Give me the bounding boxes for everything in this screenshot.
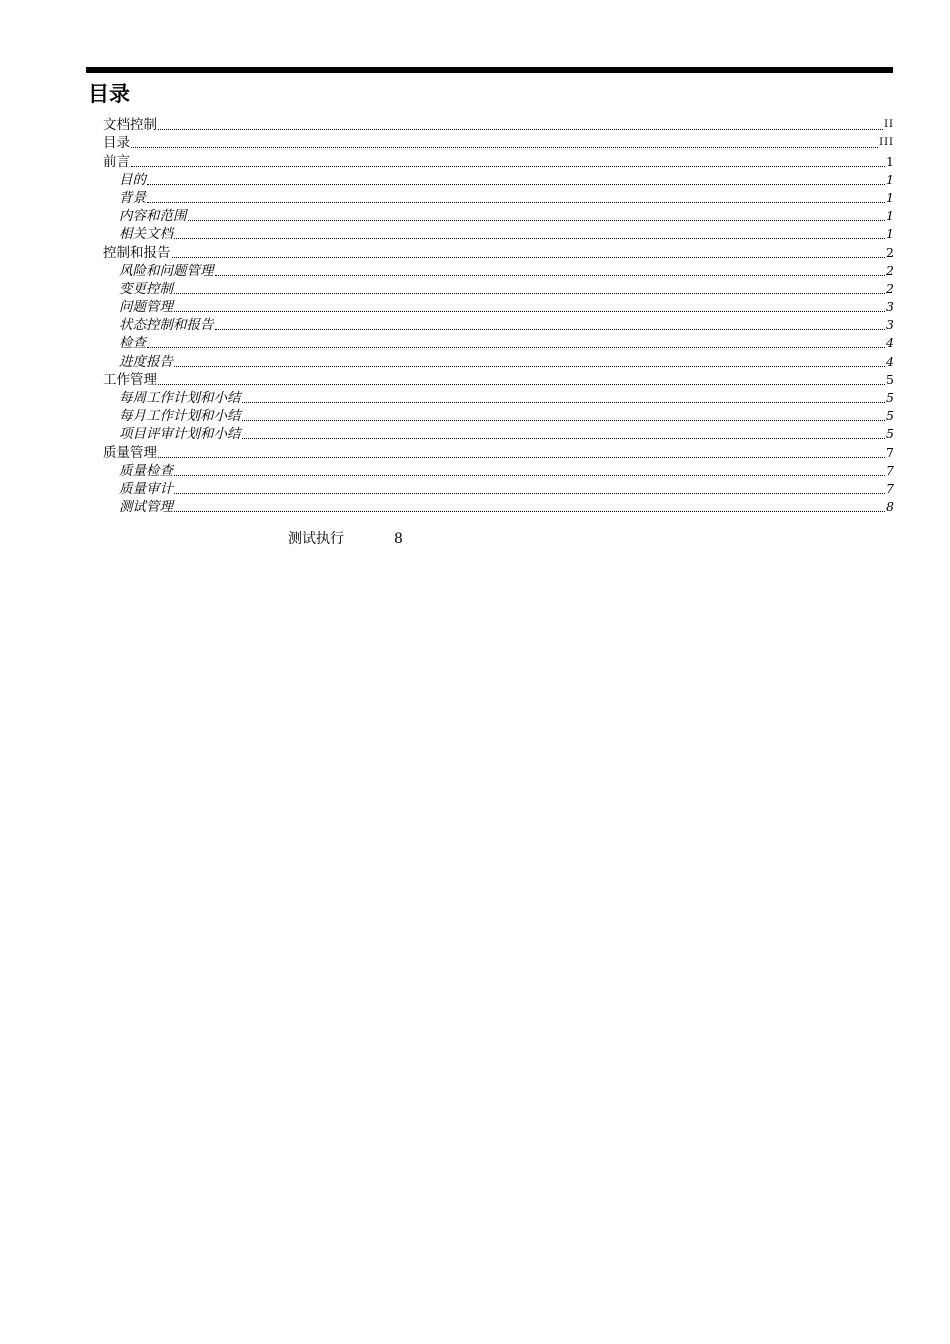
toc-entry-label: 测试管理 xyxy=(119,499,173,516)
toc-entry-label: 工作管理 xyxy=(103,371,157,388)
toc-entry[interactable] xyxy=(103,480,894,498)
dot-leader xyxy=(174,501,885,512)
toc-entry[interactable] xyxy=(103,498,894,516)
dot-leader xyxy=(174,283,885,294)
toc-entry-label: 进度报告 xyxy=(119,353,173,370)
toc-entry-page: 2 xyxy=(886,262,894,278)
dot-leader xyxy=(242,428,886,439)
toc-entry[interactable] xyxy=(103,207,894,225)
toc-entry-page: 2 xyxy=(886,280,894,296)
toc-entry-label: 目的 xyxy=(119,171,146,188)
toc-entry-label: 变更控制 xyxy=(119,280,173,297)
toc-entry-label: 检查 xyxy=(119,335,146,352)
toc-entry-page: II xyxy=(884,119,894,131)
toc-entry-page: 1 xyxy=(886,189,894,205)
toc-entry-label: 控制和报告 xyxy=(103,244,171,261)
toc-entry[interactable] xyxy=(103,262,894,280)
header-rule xyxy=(86,67,893,73)
dot-leader xyxy=(242,410,886,421)
toc-entry-page: III xyxy=(879,137,894,149)
toc-entry-label: 前言 xyxy=(103,153,130,170)
toc-entry-label: 测试执行 xyxy=(288,531,344,547)
toc-entry-page: 5 xyxy=(886,426,894,442)
dot-leader xyxy=(174,483,885,494)
toc-entry[interactable] xyxy=(103,189,894,207)
toc-entry[interactable] xyxy=(103,298,894,316)
toc-entry[interactable] xyxy=(103,134,894,152)
toc-entry[interactable] xyxy=(103,389,894,407)
toc-entry-page: 7 xyxy=(886,462,894,478)
toc-entry-label: 质量检查 xyxy=(119,462,173,479)
toc-entry-page: 7 xyxy=(886,444,894,460)
toc-entry-label: 内容和范围 xyxy=(119,208,187,225)
toc-entry-label: 状态控制和报告 xyxy=(119,317,214,334)
toc-entry-page: 1 xyxy=(886,208,894,224)
dot-leader xyxy=(174,228,885,239)
toc-entry[interactable] xyxy=(103,243,894,261)
toc-entry-label: 每周工作计划和小结 xyxy=(119,390,241,406)
toc-entry-page: 5 xyxy=(886,408,894,424)
toc-entry-page: 2 xyxy=(886,244,894,260)
toc-entry-label: 项目评审计划和小结 xyxy=(119,426,241,443)
dot-leader xyxy=(131,137,878,148)
toc-entry-label: 相关文档 xyxy=(119,226,173,243)
dot-leader xyxy=(242,392,886,403)
dot-leader xyxy=(172,247,886,258)
toc-entry[interactable] xyxy=(103,116,894,134)
toc-entry-page: 5 xyxy=(886,371,894,387)
toc-entry-label: 背景 xyxy=(119,189,146,206)
toc-entry[interactable] xyxy=(103,371,894,389)
dot-leader xyxy=(174,356,885,367)
toc-entry[interactable] xyxy=(103,225,894,243)
toc-entry-page: 3 xyxy=(886,317,894,333)
toc-entry-page: 1 xyxy=(886,226,894,242)
toc-entry-page: 1 xyxy=(886,153,894,169)
toc-entry-label: 每月工作计划和小结 xyxy=(119,408,241,425)
dot-leader xyxy=(158,447,885,458)
toc-entry-label: 风险和问题管理 xyxy=(119,262,214,279)
toc-entry-label: 质量审计 xyxy=(119,480,173,497)
toc-entry-page: 7 xyxy=(886,480,894,496)
dot-leader xyxy=(215,265,886,276)
toc-entry[interactable] xyxy=(103,462,894,480)
toc-entry[interactable] xyxy=(103,316,894,334)
toc-entry[interactable] xyxy=(103,352,894,370)
dot-leader xyxy=(174,301,885,312)
toc-entry[interactable] xyxy=(103,443,894,461)
toc-entry[interactable] xyxy=(103,152,894,170)
toc-entry-detached[interactable] xyxy=(288,530,403,548)
dot-leader xyxy=(174,465,885,476)
toc-entry-label: 文档控制 xyxy=(103,117,157,134)
toc-entry-page: 4 xyxy=(886,335,894,351)
toc-entry-page: 5 xyxy=(886,390,894,405)
dot-leader xyxy=(158,119,883,130)
toc-list xyxy=(103,116,894,516)
toc-entry-page: 4 xyxy=(886,353,894,369)
dot-leader xyxy=(131,156,885,167)
toc-entry-label: 目录 xyxy=(103,135,130,152)
toc-entry[interactable] xyxy=(103,280,894,298)
toc-title: 目录 xyxy=(88,82,130,106)
toc-entry-page: 1 xyxy=(886,171,894,187)
toc-entry-page: 8 xyxy=(886,499,894,515)
toc-entry[interactable] xyxy=(103,171,894,189)
toc-entry[interactable] xyxy=(103,407,894,425)
dot-leader xyxy=(188,210,886,221)
toc-entry[interactable] xyxy=(103,334,894,352)
toc-entry-page: 8 xyxy=(394,531,403,547)
toc-entry-page: 3 xyxy=(886,299,894,315)
toc-entry-label: 问题管理 xyxy=(119,299,173,316)
dot-leader xyxy=(147,174,885,185)
toc-entry[interactable] xyxy=(103,425,894,443)
dot-leader xyxy=(147,192,885,203)
dot-leader xyxy=(158,374,885,385)
dot-leader xyxy=(215,319,886,330)
toc-entry-label: 质量管理 xyxy=(103,444,157,461)
dot-leader xyxy=(147,337,885,348)
